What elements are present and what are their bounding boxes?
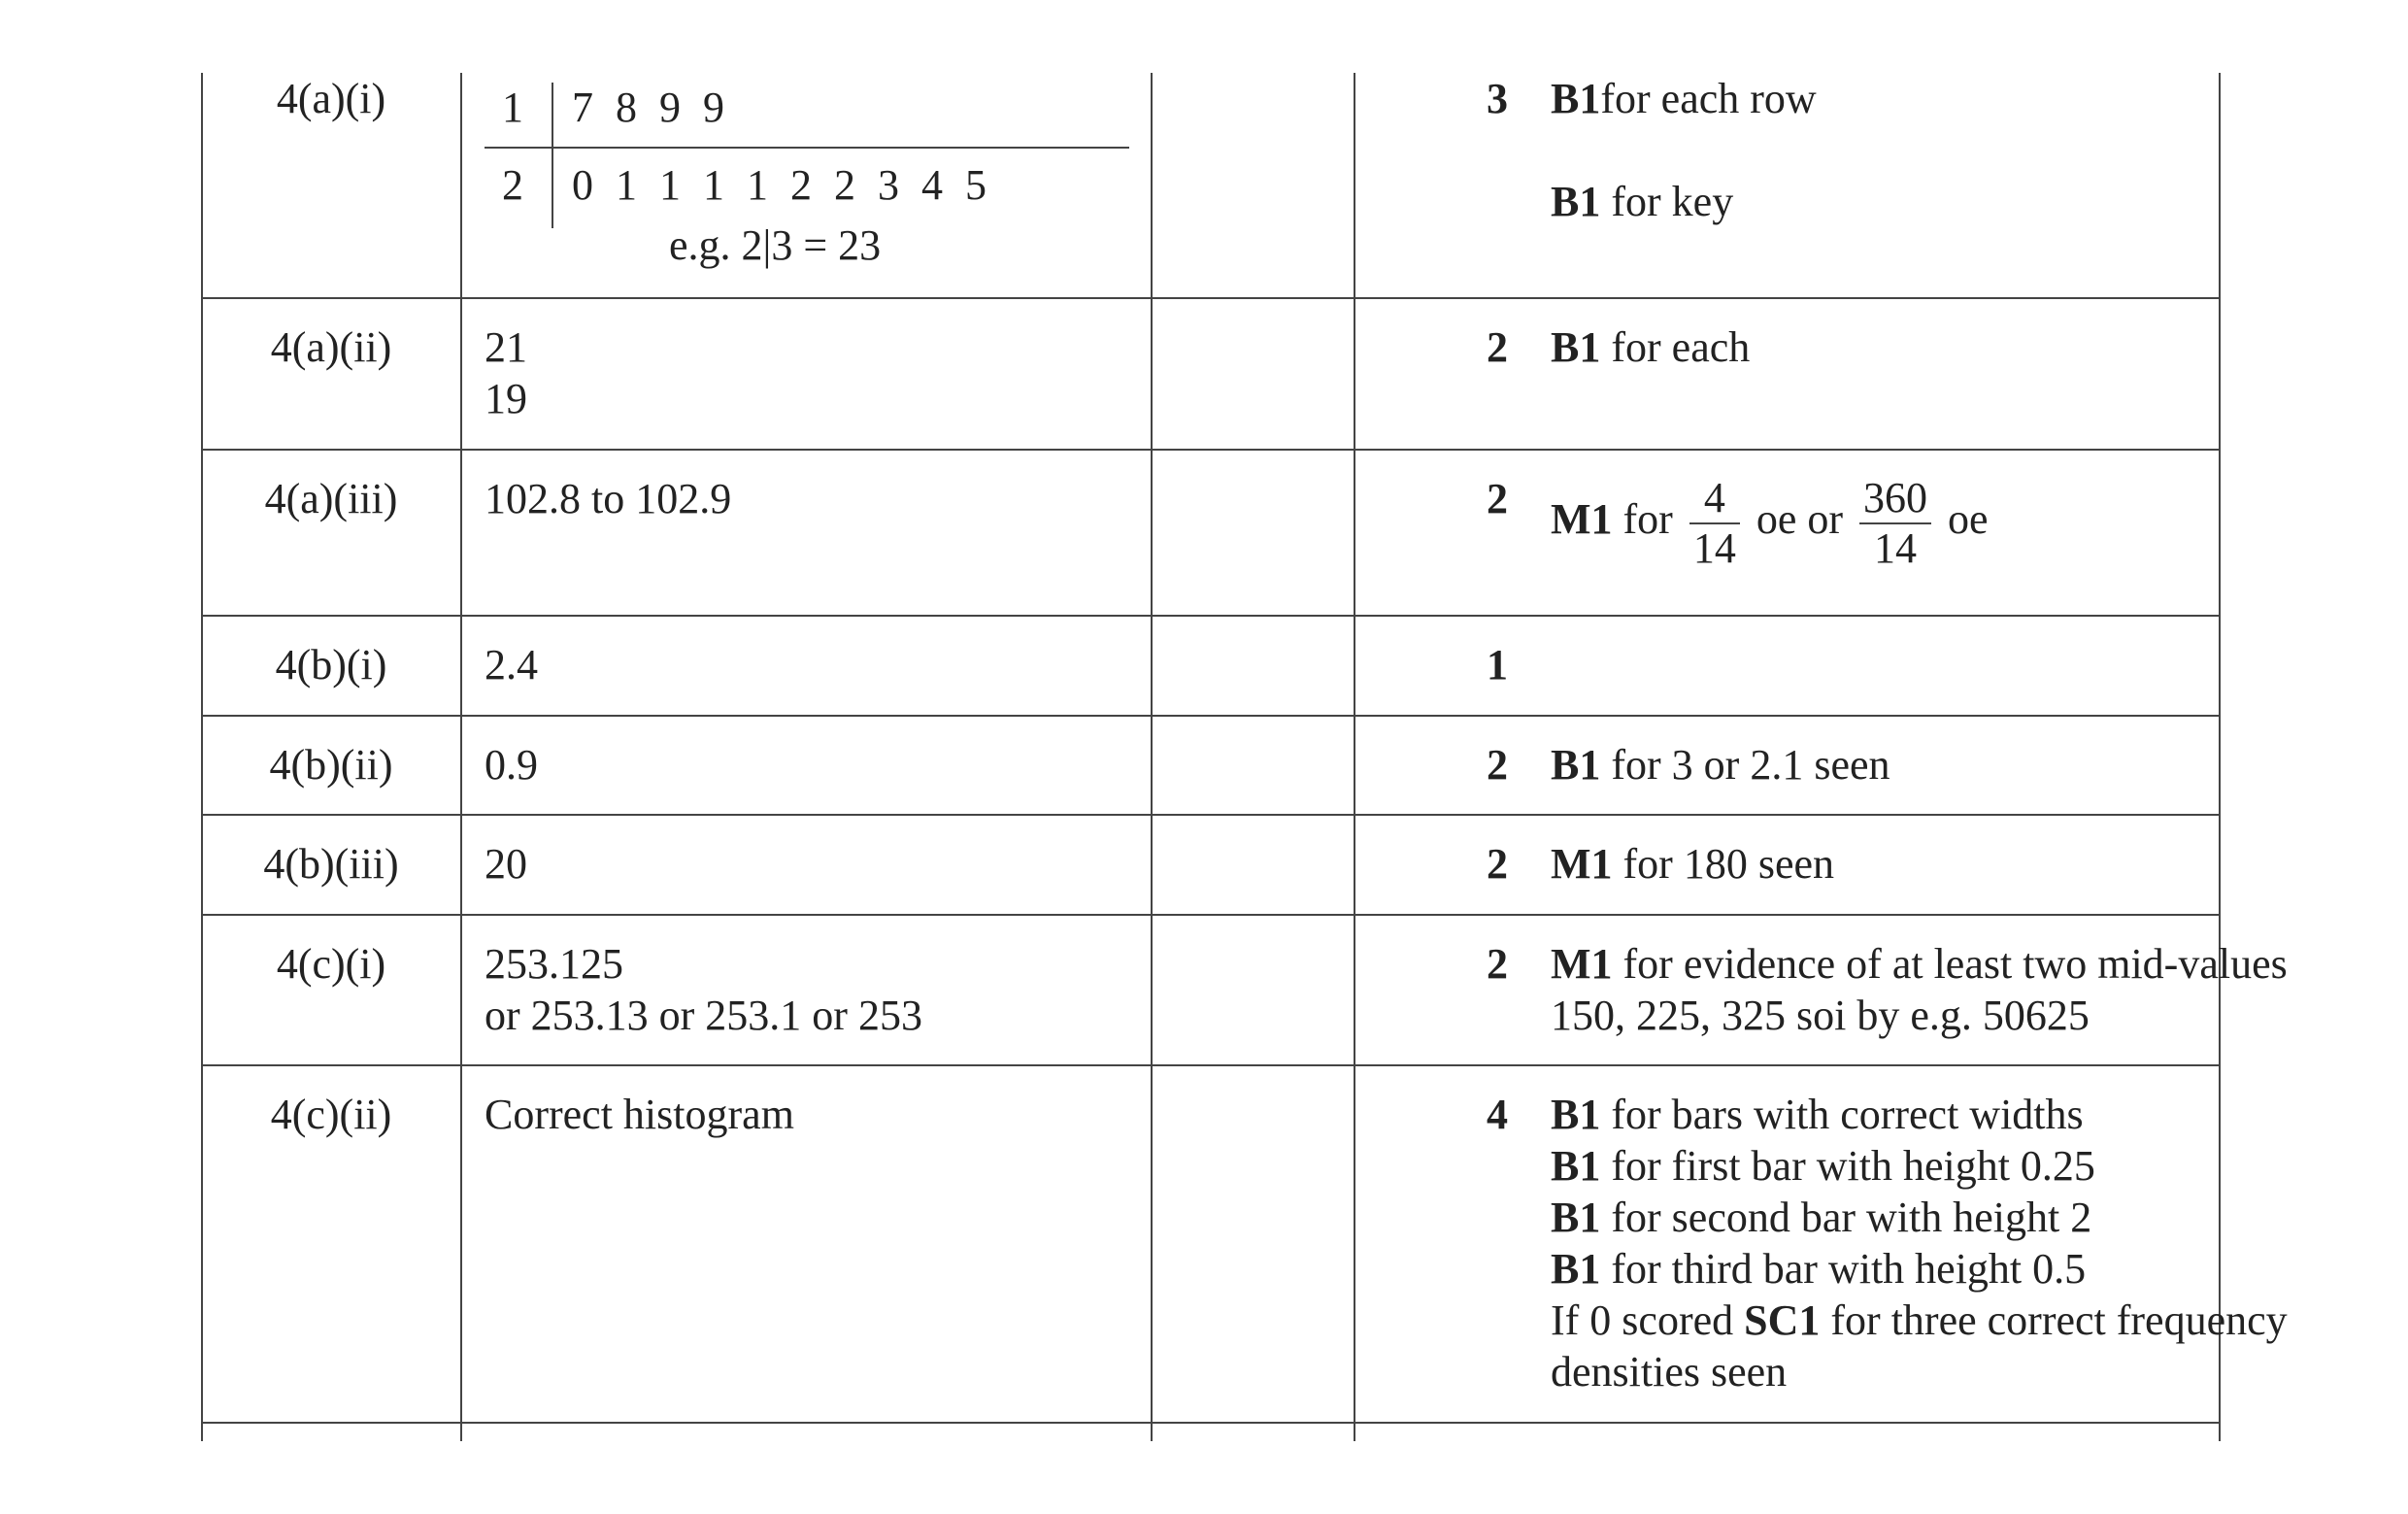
guidance-text	[1551, 73, 2211, 227]
table-row	[201, 914, 2288, 1064]
leaf-values: 7 8 9 9	[572, 84, 730, 131]
guidance-line: B1for each row	[1551, 75, 1817, 122]
stem-leaf-key: e.g. 2|3 = 23	[669, 221, 882, 269]
guidance-text: B1 for 3 or 2.1 seen	[1551, 741, 1890, 789]
guidance-text: M1 for evidence of at least two mid-values 150, 225, 325 soi by e.g. 50625	[1551, 940, 2288, 1039]
answer-text: 253.125 or 253.13 or 253.1 or 253	[485, 940, 922, 1039]
table-row	[201, 73, 2221, 297]
fraction: $\frac{360}{14}$	[1859, 474, 1931, 573]
answer-text: 2.4	[485, 641, 538, 689]
table-row	[201, 297, 2221, 449]
mark-value: 1	[1487, 641, 1508, 689]
stem-leaf-vertical-rule	[552, 83, 553, 228]
stem-value: 2	[502, 161, 523, 209]
stem-leaf-horizontal-rule	[485, 147, 1129, 149]
question-number: 4(a)(iii)	[264, 475, 398, 522]
answer-text: 21 19	[485, 323, 527, 422]
stem-and-leaf-diagram	[485, 73, 1184, 296]
leaf-values: 0 1 1 1 1 2 2 3 4 5	[572, 161, 992, 209]
fraction: $\frac{4}{14}$	[1689, 474, 1740, 573]
answer-text: 20	[485, 840, 527, 888]
mark-value: 2	[1487, 323, 1508, 371]
mark-value: 3	[1487, 75, 1508, 122]
guidance-line: B1 for key	[1551, 178, 1734, 225]
table-row	[201, 715, 2221, 814]
question-number: 4(a)(ii)	[270, 323, 392, 371]
question-number: 4(b)(ii)	[269, 741, 393, 789]
answer-text: Correct histogram	[485, 1091, 794, 1138]
table-row	[201, 814, 2221, 914]
table-row	[201, 1064, 2288, 1422]
guidance-text: M1 for $\frac{4}{14}$ oe or $\frac{360}{14}$ oe	[1551, 474, 1989, 572]
question-number: 4(a)(i)	[276, 75, 386, 122]
question-number: 4(b)(i)	[275, 641, 387, 689]
guidance-text: B1 for each	[1551, 323, 1751, 371]
table-row	[201, 615, 2221, 715]
question-number: 4(c)(i)	[276, 940, 386, 988]
guidance-text: B1 for bars with correct widths B1 for first bar with height 0.25 B1 for second bar with height 2 B1 for third bar with height 0.5 If 0 scored SC1 for three correct frequency densities seen	[1551, 1091, 2288, 1396]
question-number: 4(b)(iii)	[263, 840, 399, 888]
mark-value: 2	[1487, 475, 1508, 522]
table-row	[201, 449, 2221, 615]
answer-text: 0.9	[485, 741, 538, 789]
mark-value: 2	[1487, 940, 1508, 988]
row-divider	[201, 1422, 2221, 1424]
stem-value: 1	[502, 84, 523, 131]
mark-value: 4	[1487, 1091, 1508, 1138]
mark-value: 2	[1487, 741, 1508, 789]
question-number: 4(c)(ii)	[270, 1091, 392, 1138]
answer-text: 102.8 to 102.9	[485, 475, 732, 522]
mark-value: 2	[1487, 840, 1508, 888]
guidance-text: M1 for 180 seen	[1551, 840, 1835, 888]
